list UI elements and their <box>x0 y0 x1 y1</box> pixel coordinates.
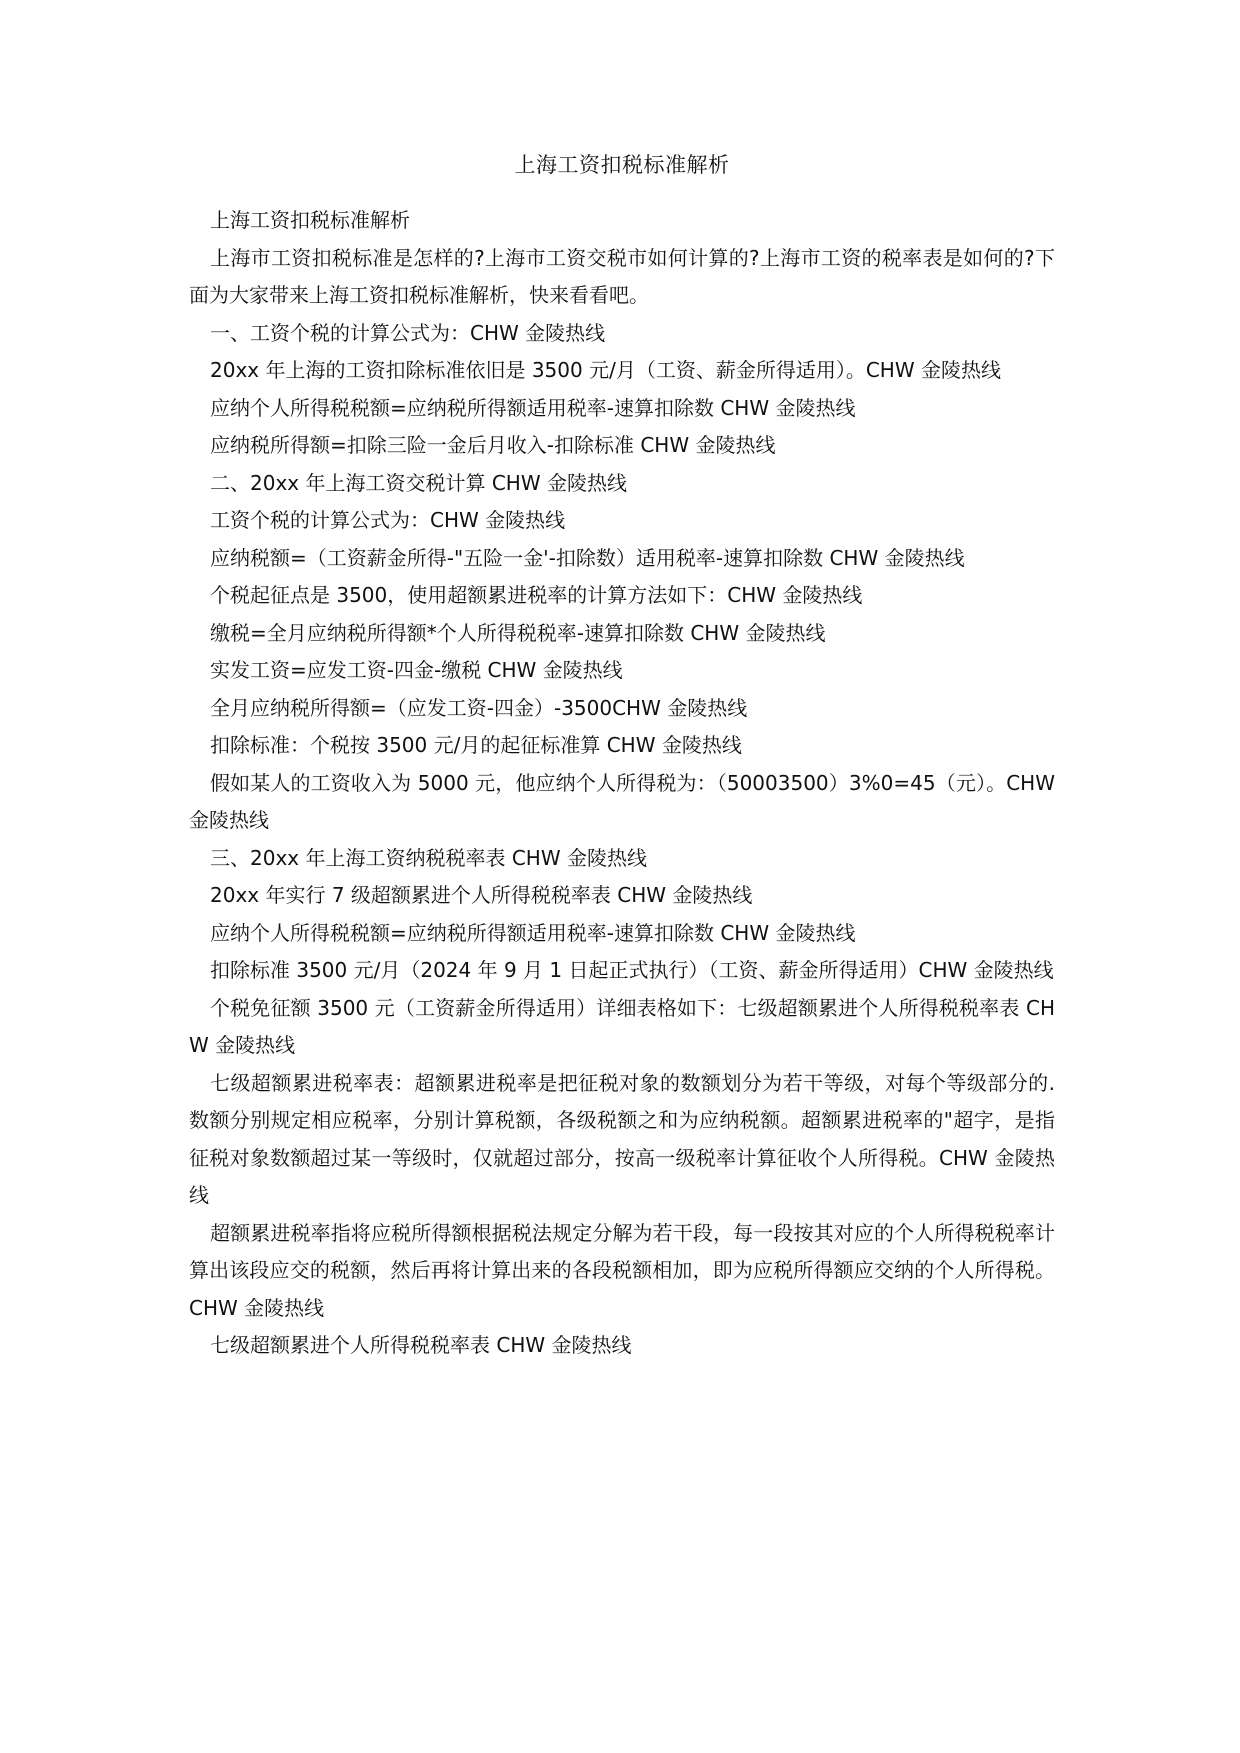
paragraph: 个税起征点是 3500，使用超额累进税率的计算方法如下：CHW 金陵热线 <box>210 583 863 607</box>
document-page <box>189 150 1055 1365</box>
paragraph: 七级超额累进个人所得税税率表 CHW 金陵热线 <box>210 1333 632 1357</box>
paragraph: 20xx 年上海的工资扣除标准依旧是 3500 元/月（工资、薪金所得适用）。CHW 金陵热线 <box>210 358 1001 382</box>
paragraph: 应纳个人所得税税额=应纳税所得额适用税率-速算扣除数 CHW 金陵热线 <box>210 920 856 945</box>
paragraph: 三、20xx 年上海工资纳税税率表 CHW 金陵热线 <box>210 845 647 870</box>
paragraph: 假如某人的工资收入为 5000 元，他应纳个人所得税为：（50003500）3%0=45（元）。CHW 金陵热线 <box>189 770 1055 832</box>
paragraph: 二、20xx 年上海工资交税计算 CHW 金陵热线 <box>210 470 627 495</box>
paragraph: 应纳税所得额=扣除三险一金后月收入-扣除标准 CHW 金陵热线 <box>210 433 776 457</box>
paragraph: 一、工资个税的计算公式为：CHW 金陵热线 <box>210 320 606 345</box>
paragraph: 20xx 年实行 7 级超额累进个人所得税税率表 CHW 金陵热线 <box>210 883 753 907</box>
paragraph: 全月应纳税所得额=（应发工资-四金）-3500CHW 金陵热线 <box>210 695 748 720</box>
paragraph: 七级超额累进税率表：超额累进税率是把征税对象的数额划分为若干等级，对每个等级部分的.数额分别规定相应税率，分别计算税额，各级税额之和为应纳税额。超额累进税率的"超字，是指征税对象数额超过某一等级时，仅就超过部分，按高一级税率计算征收个人所得税。CHW 金陵热线 <box>189 1070 1055 1207</box>
document-title: 上海工资扣税标准解析 <box>514 153 730 177</box>
paragraph: 扣除标准：个税按 3500 元/月的起征标准算 CHW 金陵热线 <box>210 733 742 757</box>
paragraph: 应纳个人所得税税额=应纳税所得额适用税率-速算扣除数 CHW 金陵热线 <box>210 395 856 420</box>
paragraph: 超额累进税率指将应税所得额根据税法规定分解为若干段，每一段按其对应的个人所得税税率计算出该段应交的税额，然后再将计算出来的各段税额相加，即为应税所得额应交纳的个人所得税。CHW 金陵热线 <box>189 1220 1055 1320</box>
paragraph: 实发工资=应发工资-四金-缴税 CHW 金陵热线 <box>210 658 623 682</box>
paragraph: 个税免征额 3500 元（工资薪金所得适用）详细表格如下：七级超额累进个人所得税税率表 CHW 金陵热线 <box>189 995 1055 1057</box>
paragraph: 应纳税额=（工资薪金所得-"五险一金'-扣除数）适用税率-速算扣除数 CHW 金陵热线 <box>210 545 965 570</box>
paragraph: 扣除标准 3500 元/月（2024 年 9 月 1 日起正式执行）（工资、薪金所得适用）CHW 金陵热线 <box>210 958 1054 982</box>
paragraph: 上海工资扣税标准解析 <box>210 208 410 232</box>
paragraph: 缴税=全月应纳税所得额*个人所得税税率-速算扣除数 CHW 金陵热线 <box>210 620 826 645</box>
paragraph: 上海市工资扣税标准是怎样的?上海市工资交税市如何计算的?上海市工资的税率表是如何的?下面为大家带来上海工资扣税标准解析，快来看看吧。 <box>189 245 1055 307</box>
paragraph: 工资个税的计算公式为：CHW 金陵热线 <box>210 508 566 532</box>
